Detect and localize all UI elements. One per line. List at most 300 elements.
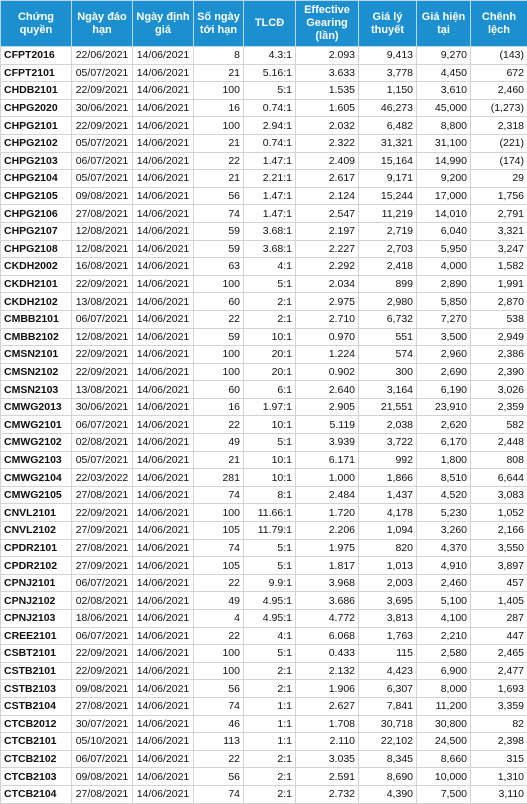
- difference-cell: 6,644: [471, 469, 527, 487]
- current-price-cell: 5,850: [417, 293, 471, 311]
- maturity-date-cell: 22/09/2021: [72, 275, 133, 293]
- current-price-cell: 4,450: [417, 64, 471, 82]
- valuation-date-cell: 14/06/2021: [133, 715, 194, 733]
- maturity-date-cell: 18/06/2021: [72, 610, 133, 628]
- effective-gearing-cell: 3.633: [296, 64, 359, 82]
- difference-cell: 3,083: [471, 486, 527, 504]
- difference-cell: 2,318: [471, 117, 527, 135]
- current-price-cell: 8,000: [417, 680, 471, 698]
- valuation-date-cell: 14/06/2021: [133, 733, 194, 751]
- valuation-date-cell: 14/06/2021: [133, 486, 194, 504]
- conversion-ratio-cell: 1:1: [244, 715, 296, 733]
- difference-cell: 2,390: [471, 363, 527, 381]
- maturity-date-cell: 27/08/2021: [72, 697, 133, 715]
- warrant-code-cell: CHPG2104: [1, 170, 72, 188]
- warrant-code-cell: CHPG2101: [1, 117, 72, 135]
- current-price-cell: 7,270: [417, 310, 471, 328]
- warrant-code-cell: CSTB2103: [1, 680, 72, 698]
- maturity-date-cell: 13/08/2021: [72, 381, 133, 399]
- table-row: [1, 275, 527, 293]
- effective-gearing-cell: 1.000: [296, 469, 359, 487]
- valuation-date-cell: 14/06/2021: [133, 768, 194, 786]
- table-row: [1, 768, 527, 786]
- maturity-date-cell: 22/03/2022: [72, 469, 133, 487]
- current-price-cell: 4,100: [417, 610, 471, 628]
- theoretical-price-cell: 3,164: [359, 381, 417, 399]
- valuation-date-cell: 14/06/2021: [133, 398, 194, 416]
- table-row: [1, 205, 527, 223]
- days-to-maturity-cell: 105: [194, 522, 244, 540]
- table-row: [1, 715, 527, 733]
- valuation-date-cell: 14/06/2021: [133, 222, 194, 240]
- theoretical-price-cell: 4,390: [359, 785, 417, 803]
- warrant-code-cell: CPNJ2102: [1, 592, 72, 610]
- table-row: [1, 785, 527, 803]
- effective-gearing-cell: 2.227: [296, 240, 359, 258]
- difference-cell: 287: [471, 610, 527, 628]
- days-to-maturity-cell: 100: [194, 82, 244, 100]
- table-row: [1, 592, 527, 610]
- warrant-code-cell: CHPG2106: [1, 205, 72, 223]
- conversion-ratio-cell: 2.94:1: [244, 117, 296, 135]
- valuation-date-cell: 14/06/2021: [133, 346, 194, 364]
- maturity-date-cell: 06/07/2021: [72, 574, 133, 592]
- conversion-ratio-cell: 2:1: [244, 750, 296, 768]
- warrant-code-cell: CHDB2101: [1, 82, 72, 100]
- effective-gearing-cell: 2.034: [296, 275, 359, 293]
- current-price-cell: 9,270: [417, 47, 471, 65]
- valuation-date-cell: 14/06/2021: [133, 82, 194, 100]
- days-to-maturity-cell: 74: [194, 785, 244, 803]
- table-row: [1, 451, 527, 469]
- current-price-cell: 17,000: [417, 187, 471, 205]
- difference-cell: 2,791: [471, 205, 527, 223]
- days-to-maturity-cell: 49: [194, 434, 244, 452]
- table-row: [1, 697, 527, 715]
- current-price-cell: 1,800: [417, 451, 471, 469]
- maturity-date-cell: 27/09/2021: [72, 557, 133, 575]
- valuation-date-cell: 14/06/2021: [133, 152, 194, 170]
- days-to-maturity-cell: 59: [194, 240, 244, 258]
- warrant-code-cell: CMSN2102: [1, 363, 72, 381]
- maturity-date-cell: 12/08/2021: [72, 222, 133, 240]
- theoretical-price-cell: 992: [359, 451, 417, 469]
- theoretical-price-cell: 2,038: [359, 416, 417, 434]
- conversion-ratio-cell: 10:1: [244, 328, 296, 346]
- theoretical-price-cell: 1,013: [359, 557, 417, 575]
- conversion-ratio-cell: 4:1: [244, 258, 296, 276]
- valuation-date-cell: 14/06/2021: [133, 416, 194, 434]
- difference-cell: 2,448: [471, 434, 527, 452]
- days-to-maturity-cell: 21: [194, 64, 244, 82]
- effective-gearing-cell: 2.197: [296, 222, 359, 240]
- days-to-maturity-cell: 100: [194, 346, 244, 364]
- current-price-cell: 2,460: [417, 574, 471, 592]
- valuation-date-cell: 14/06/2021: [133, 99, 194, 117]
- current-price-cell: 6,040: [417, 222, 471, 240]
- warrant-code-cell: CMWG2102: [1, 434, 72, 452]
- theoretical-price-cell: 6,732: [359, 310, 417, 328]
- days-to-maturity-cell: 105: [194, 557, 244, 575]
- current-price-cell: 2,580: [417, 645, 471, 663]
- maturity-date-cell: 12/08/2021: [72, 240, 133, 258]
- difference-cell: 1,991: [471, 275, 527, 293]
- days-to-maturity-cell: 21: [194, 170, 244, 188]
- days-to-maturity-cell: 59: [194, 328, 244, 346]
- difference-cell: 672: [471, 64, 527, 82]
- maturity-date-cell: 02/08/2021: [72, 434, 133, 452]
- maturity-date-cell: 06/07/2021: [72, 627, 133, 645]
- days-to-maturity-cell: 74: [194, 205, 244, 223]
- header-row: [1, 1, 527, 47]
- valuation-date-cell: 14/06/2021: [133, 574, 194, 592]
- warrant-code-cell: CTCB2104: [1, 785, 72, 803]
- effective-gearing-cell: 2.322: [296, 134, 359, 152]
- table-row: [1, 64, 527, 82]
- difference-cell: 3,321: [471, 222, 527, 240]
- effective-gearing-cell: 2.591: [296, 768, 359, 786]
- difference-cell: 1,582: [471, 258, 527, 276]
- effective-gearing-cell: 6.068: [296, 627, 359, 645]
- difference-cell: 1,405: [471, 592, 527, 610]
- table-row: [1, 610, 527, 628]
- warrant-code-cell: CFPT2101: [1, 64, 72, 82]
- valuation-date-cell: 14/06/2021: [133, 47, 194, 65]
- valuation-date-cell: 14/06/2021: [133, 592, 194, 610]
- valuation-date-cell: 14/06/2021: [133, 134, 194, 152]
- maturity-date-cell: 22/06/2021: [72, 47, 133, 65]
- warrant-code-cell: CMBB2102: [1, 328, 72, 346]
- valuation-date-cell: 14/06/2021: [133, 205, 194, 223]
- conversion-ratio-cell: 2:1: [244, 293, 296, 311]
- maturity-date-cell: 22/09/2021: [72, 504, 133, 522]
- conversion-ratio-cell: 1.97:1: [244, 398, 296, 416]
- warrant-code-cell: CKDH2101: [1, 275, 72, 293]
- warrant-code-cell: CKDH2002: [1, 258, 72, 276]
- days-to-maturity-cell: 281: [194, 469, 244, 487]
- warrant-code-cell: CMBB2101: [1, 310, 72, 328]
- table-row: [1, 645, 527, 663]
- table-row: [1, 416, 527, 434]
- current-price-cell: 31,100: [417, 134, 471, 152]
- difference-cell: 2,949: [471, 328, 527, 346]
- conversion-ratio-cell: 0.74:1: [244, 99, 296, 117]
- difference-cell: 2,870: [471, 293, 527, 311]
- days-to-maturity-cell: 60: [194, 381, 244, 399]
- theoretical-price-cell: 11,219: [359, 205, 417, 223]
- maturity-date-cell: 22/09/2021: [72, 117, 133, 135]
- theoretical-price-cell: 7,841: [359, 697, 417, 715]
- table-row: [1, 363, 527, 381]
- conversion-ratio-cell: 4.95:1: [244, 592, 296, 610]
- effective-gearing-cell: 2.484: [296, 486, 359, 504]
- days-to-maturity-cell: 56: [194, 768, 244, 786]
- table-row: [1, 258, 527, 276]
- current-price-cell: 45,000: [417, 99, 471, 117]
- days-to-maturity-cell: 49: [194, 592, 244, 610]
- table-row: [1, 557, 527, 575]
- effective-gearing-cell: 2.032: [296, 117, 359, 135]
- warrant-code-cell: CREE2101: [1, 627, 72, 645]
- current-price-cell: 11,200: [417, 697, 471, 715]
- days-to-maturity-cell: 74: [194, 697, 244, 715]
- difference-cell: 3,897: [471, 557, 527, 575]
- conversion-ratio-cell: 8:1: [244, 486, 296, 504]
- effective-gearing-cell: 1.708: [296, 715, 359, 733]
- difference-cell: 82: [471, 715, 527, 733]
- maturity-date-cell: 06/07/2021: [72, 152, 133, 170]
- conversion-ratio-cell: 3.68:1: [244, 222, 296, 240]
- maturity-date-cell: 09/08/2021: [72, 768, 133, 786]
- days-to-maturity-cell: 16: [194, 99, 244, 117]
- difference-cell: 2,359: [471, 398, 527, 416]
- effective-gearing-cell: 5.119: [296, 416, 359, 434]
- days-to-maturity-cell: 4: [194, 610, 244, 628]
- table-row: [1, 240, 527, 258]
- warrant-code-cell: CMSN2101: [1, 346, 72, 364]
- current-price-cell: 8,660: [417, 750, 471, 768]
- warrant-code-cell: CTCB2103: [1, 768, 72, 786]
- warrant-code-cell: CHPG2108: [1, 240, 72, 258]
- theoretical-price-cell: 3,722: [359, 434, 417, 452]
- current-price-cell: 2,960: [417, 346, 471, 364]
- effective-gearing-cell: 2.409: [296, 152, 359, 170]
- days-to-maturity-cell: 22: [194, 310, 244, 328]
- theoretical-price-cell: 551: [359, 328, 417, 346]
- table-row: [1, 680, 527, 698]
- current-price-cell: 8,510: [417, 469, 471, 487]
- maturity-date-cell: 22/09/2021: [72, 82, 133, 100]
- table-row: [1, 733, 527, 751]
- table-row: [1, 504, 527, 522]
- current-price-cell: 4,370: [417, 539, 471, 557]
- effective-gearing-cell: 2.206: [296, 522, 359, 540]
- maturity-date-cell: 05/07/2021: [72, 134, 133, 152]
- theoretical-price-cell: 1,763: [359, 627, 417, 645]
- valuation-date-cell: 14/06/2021: [133, 627, 194, 645]
- table-row: [1, 469, 527, 487]
- maturity-date-cell: 22/09/2021: [72, 363, 133, 381]
- theoretical-price-cell: 3,778: [359, 64, 417, 82]
- warrant-code-cell: CHPG2105: [1, 187, 72, 205]
- valuation-date-cell: 14/06/2021: [133, 187, 194, 205]
- header-current-price: Giá hiện tại: [417, 1, 471, 47]
- valuation-date-cell: 14/06/2021: [133, 557, 194, 575]
- effective-gearing-cell: 2.110: [296, 733, 359, 751]
- valuation-date-cell: 14/06/2021: [133, 504, 194, 522]
- maturity-date-cell: 06/07/2021: [72, 310, 133, 328]
- current-price-cell: 3,260: [417, 522, 471, 540]
- warrant-code-cell: CHPG2107: [1, 222, 72, 240]
- difference-cell: 3,359: [471, 697, 527, 715]
- table-row: [1, 99, 527, 117]
- valuation-date-cell: 14/06/2021: [133, 381, 194, 399]
- header-days-to-maturity: Số ngày tới hạn: [194, 1, 244, 47]
- theoretical-price-cell: 2,980: [359, 293, 417, 311]
- effective-gearing-cell: 2.093: [296, 47, 359, 65]
- maturity-date-cell: 27/08/2021: [72, 785, 133, 803]
- maturity-date-cell: 27/08/2021: [72, 539, 133, 557]
- header-difference: Chênh lệch: [471, 1, 527, 47]
- difference-cell: (221): [471, 134, 527, 152]
- warrant-code-cell: CSBT2101: [1, 645, 72, 663]
- current-price-cell: 2,690: [417, 363, 471, 381]
- effective-gearing-cell: 3.968: [296, 574, 359, 592]
- days-to-maturity-cell: 100: [194, 275, 244, 293]
- table-row: [1, 662, 527, 680]
- warrant-code-cell: CTCB2102: [1, 750, 72, 768]
- difference-cell: 2,460: [471, 82, 527, 100]
- conversion-ratio-cell: 20:1: [244, 363, 296, 381]
- valuation-date-cell: 14/06/2021: [133, 662, 194, 680]
- difference-cell: 2,477: [471, 662, 527, 680]
- maturity-date-cell: 12/08/2021: [72, 328, 133, 346]
- days-to-maturity-cell: 100: [194, 117, 244, 135]
- theoretical-price-cell: 2,418: [359, 258, 417, 276]
- header-maturity-date: Ngày đáo hạn: [72, 1, 133, 47]
- days-to-maturity-cell: 100: [194, 504, 244, 522]
- conversion-ratio-cell: 1:1: [244, 733, 296, 751]
- conversion-ratio-cell: 4:1: [244, 627, 296, 645]
- warrant-code-cell: CHPG2102: [1, 134, 72, 152]
- current-price-cell: 5,230: [417, 504, 471, 522]
- difference-cell: 457: [471, 574, 527, 592]
- conversion-ratio-cell: 11.79:1: [244, 522, 296, 540]
- table-row: [1, 310, 527, 328]
- maturity-date-cell: 22/09/2021: [72, 662, 133, 680]
- warrant-code-cell: CMSN2103: [1, 381, 72, 399]
- theoretical-price-cell: 3,813: [359, 610, 417, 628]
- warrant-code-cell: CMWG2013: [1, 398, 72, 416]
- conversion-ratio-cell: 2:1: [244, 785, 296, 803]
- conversion-ratio-cell: 9.9:1: [244, 574, 296, 592]
- days-to-maturity-cell: 100: [194, 363, 244, 381]
- difference-cell: 2,166: [471, 522, 527, 540]
- effective-gearing-cell: 2.627: [296, 697, 359, 715]
- valuation-date-cell: 14/06/2021: [133, 293, 194, 311]
- current-price-cell: 30,800: [417, 715, 471, 733]
- difference-cell: 447: [471, 627, 527, 645]
- theoretical-price-cell: 9,413: [359, 47, 417, 65]
- days-to-maturity-cell: 22: [194, 416, 244, 434]
- theoretical-price-cell: 9,171: [359, 170, 417, 188]
- theoretical-price-cell: 3,695: [359, 592, 417, 610]
- days-to-maturity-cell: 22: [194, 750, 244, 768]
- maturity-date-cell: 02/08/2021: [72, 592, 133, 610]
- days-to-maturity-cell: 22: [194, 574, 244, 592]
- days-to-maturity-cell: 56: [194, 680, 244, 698]
- table-row: [1, 222, 527, 240]
- current-price-cell: 2,890: [417, 275, 471, 293]
- valuation-date-cell: 14/06/2021: [133, 240, 194, 258]
- effective-gearing-cell: 3.939: [296, 434, 359, 452]
- effective-gearing-cell: 2.124: [296, 187, 359, 205]
- theoretical-price-cell: 1,866: [359, 469, 417, 487]
- effective-gearing-cell: 1.906: [296, 680, 359, 698]
- theoretical-price-cell: 1,437: [359, 486, 417, 504]
- table-row: [1, 328, 527, 346]
- difference-cell: 2,465: [471, 645, 527, 663]
- difference-cell: 808: [471, 451, 527, 469]
- maturity-date-cell: 30/06/2021: [72, 398, 133, 416]
- valuation-date-cell: 14/06/2021: [133, 328, 194, 346]
- difference-cell: 3,550: [471, 539, 527, 557]
- current-price-cell: 24,500: [417, 733, 471, 751]
- table-row: [1, 434, 527, 452]
- valuation-date-cell: 14/06/2021: [133, 117, 194, 135]
- valuation-date-cell: 14/06/2021: [133, 785, 194, 803]
- warrant-code-cell: CMWG2105: [1, 486, 72, 504]
- theoretical-price-cell: 30,718: [359, 715, 417, 733]
- effective-gearing-cell: 1.975: [296, 539, 359, 557]
- theoretical-price-cell: 574: [359, 346, 417, 364]
- conversion-ratio-cell: 4.95:1: [244, 610, 296, 628]
- difference-cell: 1,310: [471, 768, 527, 786]
- effective-gearing-cell: 6.171: [296, 451, 359, 469]
- days-to-maturity-cell: 63: [194, 258, 244, 276]
- current-price-cell: 7,500: [417, 785, 471, 803]
- days-to-maturity-cell: 22: [194, 152, 244, 170]
- current-price-cell: 3,610: [417, 82, 471, 100]
- conversion-ratio-cell: 5:1: [244, 275, 296, 293]
- difference-cell: 1,756: [471, 187, 527, 205]
- days-to-maturity-cell: 59: [194, 222, 244, 240]
- days-to-maturity-cell: 60: [194, 293, 244, 311]
- difference-cell: 1,052: [471, 504, 527, 522]
- days-to-maturity-cell: 21: [194, 451, 244, 469]
- days-to-maturity-cell: 56: [194, 187, 244, 205]
- theoretical-price-cell: 46,273: [359, 99, 417, 117]
- warrant-code-cell: CNVL2101: [1, 504, 72, 522]
- difference-cell: 3,110: [471, 785, 527, 803]
- effective-gearing-cell: 0.970: [296, 328, 359, 346]
- table-row: [1, 187, 527, 205]
- table-row: [1, 134, 527, 152]
- difference-cell: 538: [471, 310, 527, 328]
- theoretical-price-cell: 6,482: [359, 117, 417, 135]
- valuation-date-cell: 14/06/2021: [133, 170, 194, 188]
- effective-gearing-cell: 2.640: [296, 381, 359, 399]
- effective-gearing-cell: 0.433: [296, 645, 359, 663]
- effective-gearing-cell: 2.710: [296, 310, 359, 328]
- valuation-date-cell: 14/06/2021: [133, 451, 194, 469]
- effective-gearing-cell: 2.905: [296, 398, 359, 416]
- valuation-date-cell: 14/06/2021: [133, 275, 194, 293]
- valuation-date-cell: 14/06/2021: [133, 258, 194, 276]
- warrant-code-cell: CPDR2102: [1, 557, 72, 575]
- header-valuation-date: Ngày định giá: [133, 1, 194, 47]
- theoretical-price-cell: 1,094: [359, 522, 417, 540]
- days-to-maturity-cell: 100: [194, 662, 244, 680]
- current-price-cell: 14,010: [417, 205, 471, 223]
- theoretical-price-cell: 1,150: [359, 82, 417, 100]
- warrant-code-cell: CHPG2020: [1, 99, 72, 117]
- current-price-cell: 23,910: [417, 398, 471, 416]
- table-row: [1, 47, 527, 65]
- current-price-cell: 8,800: [417, 117, 471, 135]
- table-row: [1, 398, 527, 416]
- valuation-date-cell: 14/06/2021: [133, 680, 194, 698]
- days-to-maturity-cell: 113: [194, 733, 244, 751]
- valuation-date-cell: 14/06/2021: [133, 64, 194, 82]
- warrant-code-cell: CSTB2104: [1, 697, 72, 715]
- effective-gearing-cell: 2.132: [296, 662, 359, 680]
- theoretical-price-cell: 8,345: [359, 750, 417, 768]
- table-row: [1, 627, 527, 645]
- table-row: [1, 293, 527, 311]
- maturity-date-cell: 16/08/2021: [72, 258, 133, 276]
- warrant-code-cell: CHPG2103: [1, 152, 72, 170]
